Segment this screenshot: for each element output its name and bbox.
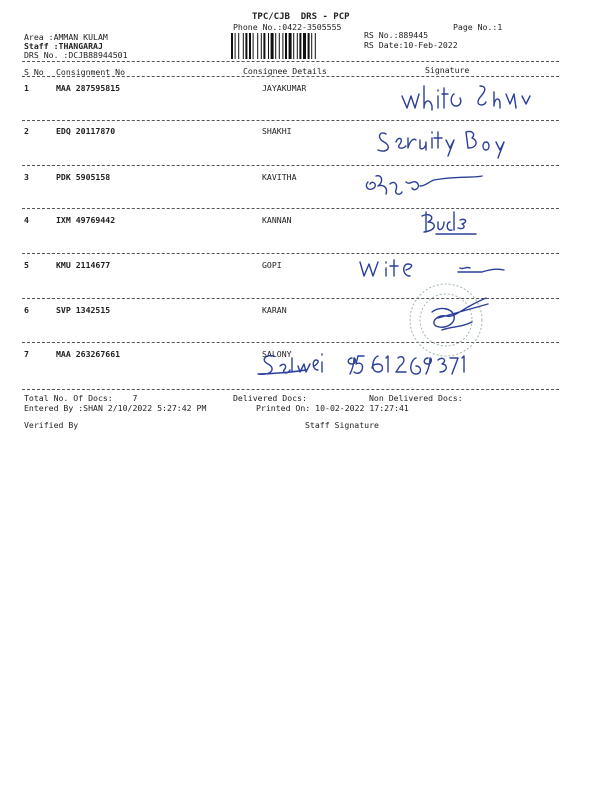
barcode-bar <box>253 33 254 59</box>
barcode-bar <box>297 33 298 59</box>
barcode-bar <box>257 33 258 59</box>
barcode-bar <box>279 33 280 59</box>
row-sno: 7 <box>24 349 29 359</box>
entered-by: Entered By :SHAN 2/10/2022 5:27:42 PM <box>24 403 207 413</box>
divider <box>22 389 559 390</box>
row-sno: 6 <box>24 305 29 315</box>
drs-number: DRS No. :DCJB88944501 <box>24 50 128 60</box>
barcode-bar <box>299 33 301 59</box>
barcode-bar <box>271 33 274 59</box>
row-consignee: SHAKHI <box>262 126 292 136</box>
row-consignment: IXM 49769442 <box>56 215 116 225</box>
barcode-bar <box>311 33 312 59</box>
barcode-bar <box>308 33 310 59</box>
delivered-docs: Delivered Docs: <box>233 393 307 403</box>
row-sno: 5 <box>24 260 29 270</box>
col-consignee: Consignee Details <box>243 66 327 76</box>
row-sno: 4 <box>24 215 29 225</box>
signature-row-2 <box>376 122 526 162</box>
document-title: TPC/CJB DRS - PCP <box>252 12 350 22</box>
row-consignment: MAA 263267661 <box>56 349 121 359</box>
row-sno: 2 <box>24 126 29 136</box>
printed-on: Printed On: 10-02-2022 17:27:41 <box>256 403 409 413</box>
staff-label: Staff : <box>24 41 59 51</box>
col-consignment: Consignment No <box>56 67 126 77</box>
barcode-bar <box>231 33 233 59</box>
row-consignment: KMU 2114677 <box>56 260 111 270</box>
phone-number: Phone No.:0422-3505555 <box>233 22 342 32</box>
staff-name: THANGARAJ <box>58 41 103 51</box>
rs-date: RS Date:10-Feb-2022 <box>364 40 458 50</box>
area-field: Area :AMMAN KULAM <box>24 32 108 42</box>
barcode-bar <box>263 33 265 59</box>
col-signature: Signature <box>425 65 470 75</box>
barcode-bar <box>268 33 269 59</box>
non-delivered-docs: Non Delivered Docs: <box>369 393 463 403</box>
total-docs: Total No. Of Docs: 7 <box>24 393 138 403</box>
barcode-bar <box>293 33 294 59</box>
row-consignment: EDQ 20117870 <box>56 126 116 136</box>
rs-number: RS No.:889445 <box>364 30 429 40</box>
barcode-bar <box>249 33 251 59</box>
row-consignment: SVP 1342515 <box>56 305 111 315</box>
row-divider <box>22 120 559 121</box>
row-sno: 3 <box>24 172 29 182</box>
barcode-bar <box>243 33 244 59</box>
staff-signature: Staff Signature <box>305 420 379 430</box>
signature-row-7 <box>256 346 496 386</box>
row-consignee: KAVITHA <box>262 172 297 182</box>
row-consignment: MAA 287595815 <box>56 83 121 93</box>
divider <box>22 76 559 77</box>
barcode-bar <box>289 33 292 59</box>
row-consignee: SALONY <box>262 349 292 359</box>
barcode-bar <box>275 33 276 59</box>
row-consignee: KANNAN <box>262 215 292 225</box>
signature-row-4 <box>418 208 488 238</box>
barcode-bar <box>261 33 262 59</box>
divider <box>22 61 559 62</box>
col-sno: S No <box>24 67 44 77</box>
row-sno: 1 <box>24 83 29 93</box>
row-consignment: PDK 5905158 <box>56 172 111 182</box>
row-consignee: JAYAKUMAR <box>262 83 307 93</box>
barcode-bar <box>303 33 306 59</box>
signature-row-1 <box>398 80 548 120</box>
row-consignee: KARAN <box>262 305 287 315</box>
verified-by: Verified By <box>24 420 79 430</box>
barcode-bar <box>235 33 236 59</box>
row-consignee: GOPI <box>262 260 282 270</box>
barcode-bar <box>245 33 247 59</box>
barcode-bar <box>238 33 239 59</box>
barcode-bar <box>282 33 283 59</box>
barcode-bar <box>285 33 287 59</box>
signature-row-3 <box>362 168 492 204</box>
page-number: Page No.:1 <box>453 22 503 32</box>
barcode <box>231 33 355 59</box>
row-divider <box>22 165 559 166</box>
barcode-bar <box>315 33 316 59</box>
